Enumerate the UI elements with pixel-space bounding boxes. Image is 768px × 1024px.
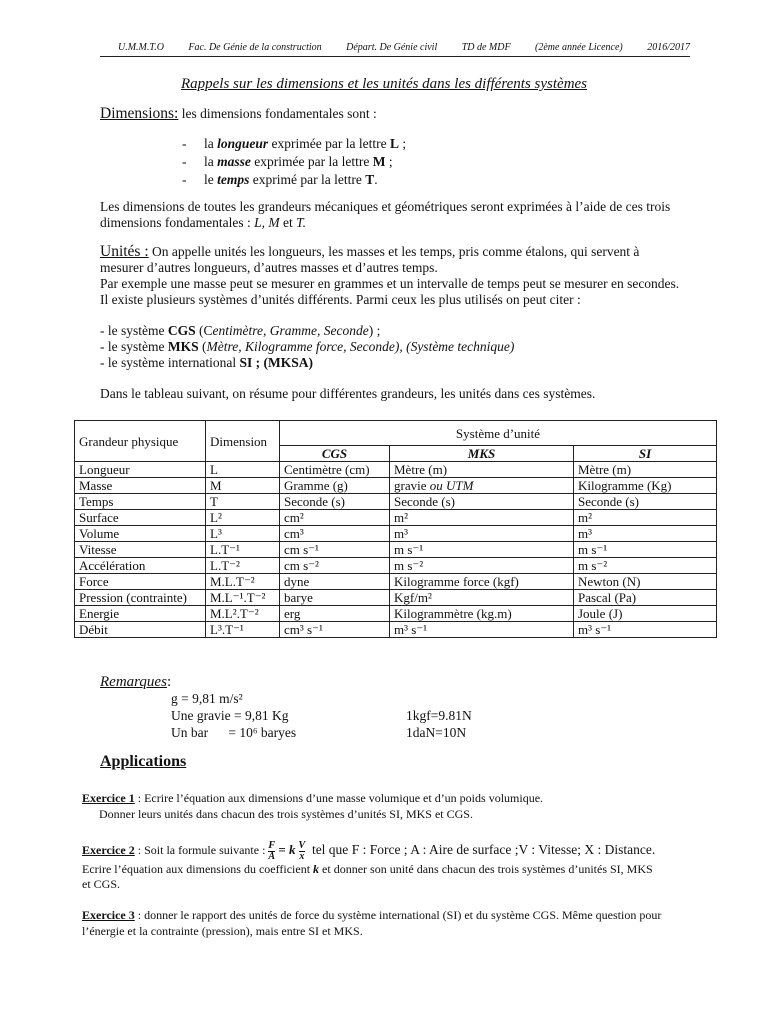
cell-si: Seconde (s) — [574, 494, 717, 510]
cell-cgs: cm s⁻¹ — [280, 542, 390, 558]
cell-cgs: cm s⁻² — [280, 558, 390, 574]
cell-mks: m s⁻¹ — [390, 542, 574, 558]
cell-cgs: cm² — [280, 510, 390, 526]
remark-g: g = 9,81 m/s² — [171, 691, 243, 706]
list-item — [182, 171, 702, 189]
fraction-den: A — [268, 850, 276, 862]
cell-si: m³ s⁻¹ — [574, 622, 717, 638]
item-pre: la — [204, 136, 218, 151]
exercise-text: : Ecrire l’équation aux dimensions d’une masse volumique et d’un poids volumique. — [134, 791, 544, 805]
exercise-line: Donner leurs unités dans chacun des trois systèmes d’unités SI, MKS et CGS. — [99, 806, 473, 821]
cell-si: m³ — [574, 526, 717, 542]
item-end: ; — [398, 136, 407, 151]
table-row — [75, 606, 717, 622]
table-body — [75, 462, 717, 638]
header-year: 2016/2017 — [647, 42, 690, 53]
cell-dimension: L³ — [206, 526, 280, 542]
cell-si: m s⁻² — [574, 558, 717, 574]
cell-si: Joule (J) — [574, 606, 717, 622]
cell-dimension: T — [206, 494, 280, 510]
cell-mks: Mètre (m) — [390, 462, 574, 478]
cell-grandeur: Débit — [75, 622, 206, 638]
system-close: ), (Système technique) — [394, 339, 515, 354]
exercise-text: : Soit la formule suivante : — [134, 843, 269, 857]
dimensions-intro: les dimensions fondamentales sont : — [178, 106, 377, 121]
table-row — [75, 494, 717, 510]
coef-k: k — [289, 842, 296, 857]
paragraph-line: Les dimensions de toutes les grandeurs mécaniques et géométriques seront exprimées à l’aide de ces trois — [100, 199, 671, 214]
table-header-row — [75, 421, 717, 446]
cell-mks: m s⁻² — [390, 558, 574, 574]
exercise-text: : donner le rapport des unités de force du système international (SI) et du système CGS. Même question pour — [134, 908, 662, 922]
fraction-num: F — [268, 839, 276, 851]
table-row — [75, 574, 717, 590]
unites-line1: On appelle unités les longueurs, les masses et les temps, pris comme étalons, qui servent à — [148, 244, 640, 259]
exercise-desc: F : Force ; A : Aire de surface ;V : Vitesse; X : Distance. — [351, 842, 656, 857]
item-end: . — [374, 172, 378, 187]
list-item — [100, 355, 715, 371]
unites-section — [100, 244, 715, 308]
remark-gravie: Une gravie = 9,81 Kg — [171, 708, 289, 723]
cell-mks: Seconde (s) — [390, 494, 574, 510]
item-word: masse — [217, 154, 251, 169]
dimensions-heading: Dimensions: — [100, 105, 179, 122]
exercise-line: et CGS. — [82, 877, 121, 892]
exercise-text: Ecrire l’équation aux dimensions du coefficient — [82, 861, 314, 876]
cell-dimension: M.L⁻¹.T⁻² — [206, 590, 280, 606]
system-pre: - le système — [100, 339, 168, 354]
item-post: exprimée par la lettre — [268, 136, 390, 151]
item-end: ; — [385, 154, 393, 169]
para-letter-t: T. — [296, 215, 307, 230]
cell-grandeur: Temps — [75, 494, 206, 510]
system-pre: - le système international — [100, 355, 240, 370]
table-row — [75, 622, 717, 638]
page-header — [118, 42, 690, 53]
exercise-line — [82, 862, 718, 878]
exercise-label: Exercice 2 — [82, 843, 135, 857]
cell-si: Kilogramme (Kg) — [574, 478, 717, 494]
col-si: SI — [574, 446, 717, 462]
cell-cgs: cm³ — [280, 526, 390, 542]
item-post: exprimée par la lettre — [250, 154, 373, 169]
cell-mks: m² — [390, 510, 574, 526]
system-desc: entimètre, Gramme, Seconde — [212, 323, 369, 338]
exercise-text: et donner son unité dans chacun des trois systèmes d’unités SI, MKS — [319, 861, 653, 876]
cell-dimension: M.L.T⁻² — [206, 574, 280, 590]
remarques-heading-line — [100, 674, 171, 691]
item-letter: L — [389, 136, 399, 151]
system-code: SI ; (MKSA) — [239, 355, 313, 370]
header-department: Départ. De Génie civil — [346, 42, 438, 53]
exercise-3 — [82, 908, 718, 939]
page-title: Rappels sur les dimensions et les unités dans les différents systèmes — [180, 76, 588, 92]
fraction-den: x — [299, 850, 305, 862]
applications-heading: Applications — [100, 753, 187, 770]
header-course: TD de MDF — [461, 42, 511, 53]
table-row — [75, 462, 717, 478]
col-systeme: Système d’unité — [280, 421, 717, 446]
system-pre: - le système — [100, 323, 168, 338]
cell-mks: Kgf/m² — [390, 590, 574, 606]
col-dimension: Dimension — [206, 421, 280, 462]
item-word: temps — [217, 172, 250, 187]
remark-kgf: 1kgf=9.81N — [406, 708, 472, 723]
dimensions-paragraph — [100, 199, 715, 231]
exercise-line — [82, 791, 718, 807]
exercise-line — [82, 839, 718, 862]
cell-mks: m³ — [390, 526, 574, 542]
para-and: et — [279, 215, 297, 230]
cell-cgs: erg — [280, 606, 390, 622]
cell-grandeur: Energie — [75, 606, 206, 622]
col-mks: MKS — [390, 446, 574, 462]
table-row — [75, 526, 717, 542]
fraction-num: V — [298, 839, 306, 851]
paragraph-line: Il existe plusieurs systèmes d’unités différents. Parmi ceux les plus utilisés on peut citer : — [100, 292, 581, 307]
header-level: (2ème année Licence) — [535, 42, 623, 53]
paragraph-line: Par exemple une masse peut se mesurer en grammes et un intervalle de temps peut se mesurer en secondes. — [100, 276, 680, 291]
cell-cgs: Centimètre (cm) — [280, 462, 390, 478]
systems-list — [100, 323, 715, 371]
header-rule — [100, 56, 690, 57]
cell-dimension: L.T⁻² — [206, 558, 280, 574]
table-intro: Dans le tableau suivant, on résume pour différentes grandeurs, les unités dans ces systèmes. — [100, 386, 596, 401]
dimensions-list-wrap — [182, 135, 702, 189]
header-university: U.M.M.T.O — [118, 42, 164, 53]
cell-mks: Kilogrammètre (kg.m) — [390, 606, 574, 622]
remarques-colon: : — [166, 674, 172, 690]
item-post: exprimé par la lettre — [249, 172, 366, 187]
table-row — [75, 558, 717, 574]
remark-bar: Un bar = 10⁶ baryes — [171, 725, 297, 740]
col-grandeur: Grandeur physique — [75, 421, 206, 462]
cell-dimension: L³.T⁻¹ — [206, 622, 280, 638]
system-close: ) ; — [368, 323, 381, 338]
exercise-text: tel que — [305, 842, 352, 857]
item-pre: le — [204, 172, 218, 187]
cell-grandeur: Surface — [75, 510, 206, 526]
paragraph-line: mesurer d’autres longueurs, d’autres masses et d’autres temps. — [100, 260, 438, 275]
remark-dan: 1daN=10N — [406, 725, 467, 740]
cell-cgs: Seconde (s) — [280, 494, 390, 510]
table-row — [75, 590, 717, 606]
table-row — [75, 478, 717, 494]
cell-grandeur: Force — [75, 574, 206, 590]
item-letter: M — [372, 154, 386, 169]
cell-si: m² — [574, 510, 717, 526]
para-letters: L, M — [254, 215, 280, 230]
paragraph-line — [100, 215, 715, 231]
dimensions-heading-line — [100, 106, 715, 122]
cell-cgs: cm³ s⁻¹ — [280, 622, 390, 638]
cell-grandeur: Pression (contrainte) — [75, 590, 206, 606]
dimensions-list — [182, 135, 702, 189]
coef-k: k — [313, 861, 320, 876]
cell-dimension: L² — [206, 510, 280, 526]
list-item — [100, 339, 715, 355]
units-table — [74, 420, 717, 638]
cell-dimension: M.L².T⁻² — [206, 606, 280, 622]
cell-mks: gravie ou UTM — [390, 478, 574, 494]
exercise-label: Exercice 1 — [82, 791, 135, 805]
exercise-line: l’énergie et la contrainte (pression), mais entre SI et MKS. — [82, 923, 363, 938]
cell-grandeur: Accélération — [75, 558, 206, 574]
cell-cgs: Gramme (g) — [280, 478, 390, 494]
list-item — [100, 323, 715, 339]
system-code: CGS — [167, 323, 196, 338]
exercise-line — [82, 908, 718, 924]
cell-si: Pascal (Pa) — [574, 590, 717, 606]
exercise-label: Exercice 3 — [82, 908, 135, 922]
cell-si: m s⁻¹ — [574, 542, 717, 558]
cell-si: Newton (N) — [574, 574, 717, 590]
exercise-1 — [82, 791, 718, 822]
cell-dimension: L — [206, 462, 280, 478]
unites-heading: Unités : — [100, 243, 149, 260]
cell-dimension: M — [206, 478, 280, 494]
cell-grandeur: Masse — [75, 478, 206, 494]
paragraph-line — [100, 244, 715, 260]
list-item — [182, 135, 702, 153]
col-cgs: CGS — [280, 446, 390, 462]
item-letter: T — [365, 172, 375, 187]
cell-cgs: dyne — [280, 574, 390, 590]
item-pre: la — [204, 154, 218, 169]
table-row — [75, 542, 717, 558]
para-text: dimensions fondamentales : — [100, 215, 255, 230]
cell-grandeur: Volume — [75, 526, 206, 542]
cell-dimension: L.T⁻¹ — [206, 542, 280, 558]
item-word: longueur — [217, 136, 269, 151]
list-item — [182, 153, 702, 171]
cell-grandeur: Vitesse — [75, 542, 206, 558]
exercise-2 — [82, 839, 718, 893]
table-row — [75, 510, 717, 526]
cell-cgs: barye — [280, 590, 390, 606]
system-open: ( — [198, 339, 207, 354]
cell-grandeur: Longueur — [75, 462, 206, 478]
cell-mks: Kilogramme force (kgf) — [390, 574, 574, 590]
header-faculty: Fac. De Génie de la construction — [188, 42, 322, 53]
system-open: (C — [195, 323, 213, 338]
remarques-heading: Remarques — [100, 674, 167, 690]
equals-sign: = — [275, 842, 290, 857]
system-code: MKS — [167, 339, 199, 354]
cell-si: Mètre (m) — [574, 462, 717, 478]
cell-mks: m³ s⁻¹ — [390, 622, 574, 638]
system-desc: Mètre, Kilogramme force, Seconde — [206, 339, 395, 354]
